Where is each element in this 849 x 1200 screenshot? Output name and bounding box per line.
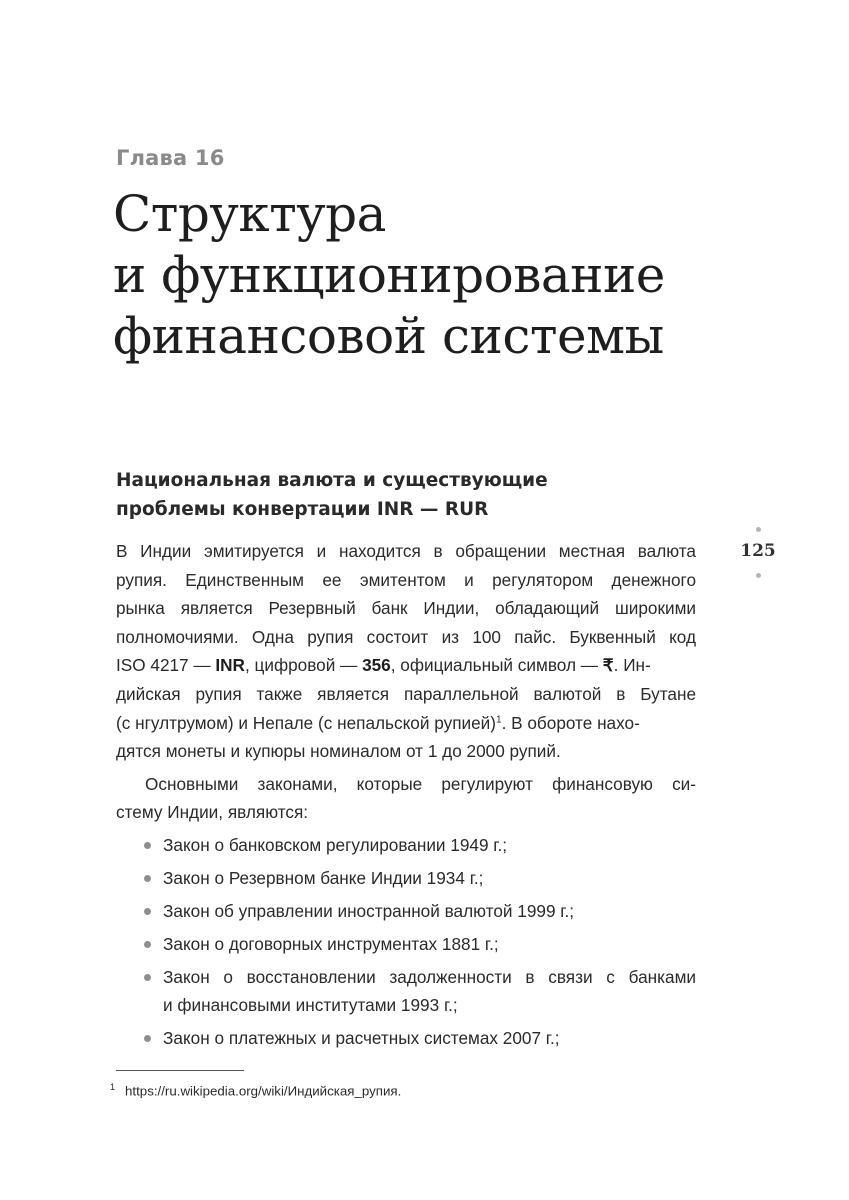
section-heading-line: Национальная валюта и существующие bbox=[116, 470, 548, 491]
bullet-icon bbox=[144, 908, 151, 915]
footnote-separator bbox=[116, 1070, 244, 1071]
bullet-icon bbox=[144, 842, 151, 849]
page-number-dot-top bbox=[756, 527, 761, 532]
paragraph-intro bbox=[116, 537, 696, 766]
bullet-icon bbox=[144, 875, 151, 882]
text-fragment: , официальный символ — bbox=[390, 655, 603, 676]
text-line: Основными законами, которые регулируют финансовую си- bbox=[145, 773, 696, 794]
text-fragment: (с нгултрумом) и Непале (с непальской рупией) bbox=[116, 712, 496, 733]
bullet-icon bbox=[144, 1035, 151, 1042]
text-line: дийская рупия также является параллельной валютой в Бутане bbox=[116, 683, 696, 704]
list-item bbox=[116, 897, 696, 926]
list-item-text: и финансовыми институтами 1993 г.; bbox=[163, 995, 458, 1016]
section-heading bbox=[116, 466, 706, 524]
paragraph-laws-intro bbox=[116, 770, 696, 827]
chapter-label: Глава 16 bbox=[116, 146, 225, 170]
footnote bbox=[110, 1082, 401, 1098]
text-fragment: . Ин- bbox=[613, 655, 651, 676]
text-fragment: , цифровой — bbox=[244, 655, 363, 676]
body-text bbox=[116, 537, 696, 1057]
list-item bbox=[116, 963, 696, 1020]
section-heading-line: проблемы конвертации INR — RUR bbox=[116, 499, 489, 520]
footnote-reference[interactable]: 1 bbox=[496, 713, 502, 725]
chapter-title-line: финансовой системы bbox=[113, 307, 664, 365]
text-line: рынка является Резервный банк Индии, обладающий широкими bbox=[116, 598, 696, 619]
text-fragment: . В обороте нахо- bbox=[501, 712, 640, 733]
text-line: стему Индии, являются: bbox=[116, 802, 309, 823]
text-line bbox=[116, 651, 696, 680]
list-item-text: Закон об управлении иностранной валютой 1999 г.; bbox=[163, 900, 575, 921]
page-number: 125 bbox=[740, 541, 776, 561]
text-line: рупия. Единственным ее эмитентом и регулятором денежного bbox=[116, 569, 696, 590]
list-item-text: Закон о платежных и расчетных системах 2007 г.; bbox=[163, 1028, 560, 1049]
currency-symbol: ₹ bbox=[602, 655, 614, 676]
laws-list bbox=[116, 831, 696, 1053]
list-item-text: Закон о восстановлении задолженности в связи с банками bbox=[163, 966, 696, 987]
currency-code: INR bbox=[215, 655, 245, 676]
list-item bbox=[116, 930, 696, 959]
chapter-title-line: и функционирование bbox=[113, 246, 665, 304]
currency-numeric-code: 356 bbox=[362, 655, 391, 676]
text-line: В Индии эмитируется и находится в обращении местная валюта bbox=[116, 541, 696, 561]
chapter-title bbox=[113, 184, 665, 367]
bullet-icon bbox=[144, 974, 151, 981]
list-item-text: Закон о договорных инструментах 1881 г.; bbox=[163, 933, 499, 954]
text-fragment: ISO 4217 — bbox=[116, 655, 216, 676]
list-item bbox=[116, 831, 696, 860]
list-item bbox=[116, 1024, 696, 1053]
list-item-text: Закон о Резервном банке Индии 1934 г.; bbox=[163, 867, 484, 888]
bullet-icon bbox=[144, 941, 151, 948]
list-item bbox=[116, 864, 696, 893]
text-line: дятся монеты и купюры номиналом от 1 до 2000 рупий. bbox=[116, 741, 561, 762]
text-line: полномочиями. Одна рупия состоит из 100 пайс. Буквенный код bbox=[116, 626, 696, 647]
list-item-text: Закон о банковском регулировании 1949 г.; bbox=[163, 834, 508, 855]
page-number-block bbox=[736, 527, 780, 579]
footnote-mark: 1 bbox=[110, 1082, 116, 1092]
chapter-title-line: Структура bbox=[113, 185, 386, 243]
page-number-dot-bottom bbox=[756, 573, 761, 578]
text-line bbox=[116, 709, 696, 738]
footnote-link[interactable]: https://ru.wikipedia.org/wiki/Индийская_рупия. bbox=[125, 1083, 402, 1099]
